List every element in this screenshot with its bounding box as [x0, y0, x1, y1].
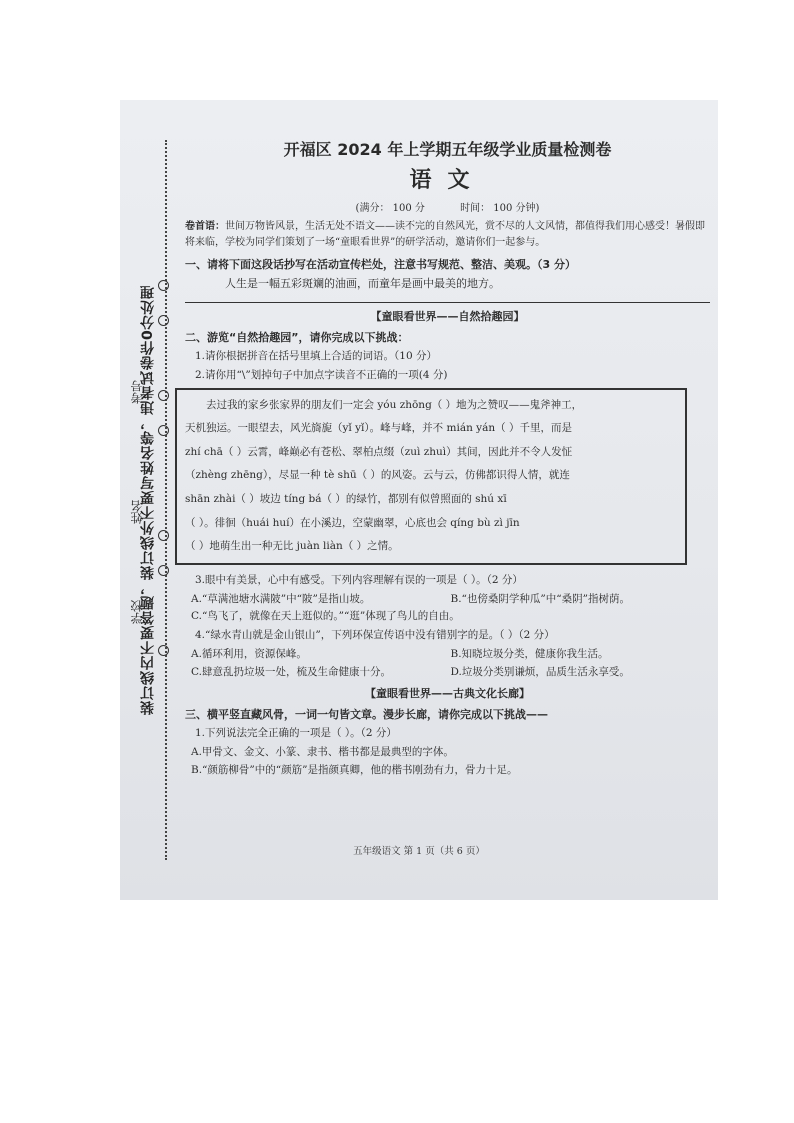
option-a: A.“草满池塘水满陂”中“陂”是指山坡。 — [191, 592, 371, 605]
option-d: D.垃圾分类别谦烦，品质生活永享受。 — [450, 665, 630, 678]
option-b: B.“也傍桑阴学种瓜”中“桑阴”指树荫。 — [450, 592, 631, 605]
passage-line: 去过我的家乡张家界的朋友们一定会 yóu zhōng（ ）地为之赞叹——鬼斧神工， — [206, 398, 583, 411]
item-4-options-row-1 — [185, 647, 710, 663]
question-3-item-1: 1.下列说法完全正确的一项是（ ）。（2 分） — [195, 727, 397, 740]
option-a: A.循环利用，资源保峰。 — [191, 647, 307, 660]
pinyin-passage-box — [175, 388, 687, 565]
passage-line: （zhèng zhēng），尽显一种 tè shū（ ）的风姿。云与云，仿佛都识得人情，就连 — [185, 469, 570, 482]
option-c: C.肆意乱扔垃圾一处，梳及生命健康十分。 — [191, 665, 391, 678]
option-c: C.“鸟飞了，就像在天上逛似的。”“逛”体现了鸟儿的自由。 — [191, 610, 460, 623]
section-culture-heading: 【童眼看世界——古典文化长廊】 — [365, 687, 530, 701]
question-1-heading: 一、请将下面这段话抄写在活动宣传栏处，注意书写规范、整洁、美观。（3 分） — [185, 258, 576, 271]
preface-text: 世间万物皆风景，生活无处不语文——读不完的自然风光，赏不尽的人文风情，都值得我们用心感受！暑假即将来临，学校为同学们策划了一场“童眼看世界”的研学活动，邀请你们一起参与。 — [185, 221, 705, 248]
option-a: A.甲骨文、金文、小篆、隶书、楷书都是最典型的字体。 — [191, 746, 454, 759]
passage-line: （ ）地萌生出一种无比 juàn liàn（ ）之情。 — [185, 540, 399, 553]
question-2-heading: 二、游览“自然拾趣园”，请你完成以下挑战： — [185, 330, 409, 344]
item-4-options-row-2 — [185, 665, 710, 681]
copy-writing-line — [185, 302, 710, 303]
passage-line: （ ）。徘徊（huái huí）在小溪边，空蒙幽翠，心底也会 qíng bù zì jīn — [185, 516, 520, 529]
full-score: (满分： 100 分 — [355, 203, 425, 214]
preface-lead: 卷首语： — [185, 221, 225, 232]
option-b: B.“颜筋柳骨”中的“颜筋”是指颜真卿，他的楷书刚劲有力，骨力十足。 — [191, 763, 518, 776]
exam-title: 开福区 2024 年上学期五年级学业质量检测卷 — [283, 140, 612, 159]
preface — [185, 219, 710, 251]
option-b: B.知晓垃圾分类，健康你我生活。 — [450, 647, 609, 660]
passage-line: 天机独运。一眼望去，风光旖旎（yǐ yǐ）。峰与峰，并不 mián yán（ ）千里，而是 — [185, 422, 572, 435]
exam-number-label: 考号 — [130, 380, 144, 404]
question-3-heading: 三、横平竖直藏风骨，一词一句皆文章。漫步长廊，请你完成以下挑战—— — [185, 707, 548, 721]
name-label: 姓名 — [130, 500, 144, 524]
exam-time: 时间： 100 分钟) — [460, 203, 540, 214]
binding-line — [165, 140, 167, 860]
item-3-options-row — [185, 592, 710, 608]
score-time-line — [185, 201, 710, 216]
page-footer: 五年级语文 第 1 页（共 6 页） — [353, 846, 485, 857]
paper-content — [185, 138, 710, 781]
question-2-item-3: 3.眼中有美景，心中有感受。下列内容理解有误的一项是（ ）。（2 分） — [195, 573, 523, 586]
question-2-item-2: 2.请你用“\”划掉句子中加点字读音不正确的一项(4 分) — [195, 368, 448, 381]
exam-paper-photo — [120, 100, 718, 900]
school-label: 学校 — [130, 600, 144, 624]
passage-line: shān zhài（ ）坡边 tíng bá（ ）的绿竹，都别有似曾照面的 shú xī — [185, 493, 507, 505]
passage-line: zhí chā（ ）云霄，峰巅必有苍松、翠柏点缀（zuì zhuì）其间，因此并不令人发怔 — [185, 445, 573, 458]
question-2-item-4: 4.“绿水青山就是金山银山”，下列环保宣传语中没有错别字的是。（ ）（2 分） — [195, 629, 555, 642]
binding-warning: 装订线内不要答题，装订线外不要写姓名等，违者试卷作0分处理 — [140, 284, 156, 716]
subject-title: 语文 — [409, 168, 486, 193]
copy-sentence: 人生是一幅五彩斑斓的油画，而童年是画中最美的地方。 — [225, 276, 500, 290]
section-nature-heading: 【童眼看世界——自然拾趣园】 — [370, 310, 525, 323]
question-2-item-1: 1.请你根据拼音在括号里填上合适的词语。（10 分） — [195, 350, 437, 362]
